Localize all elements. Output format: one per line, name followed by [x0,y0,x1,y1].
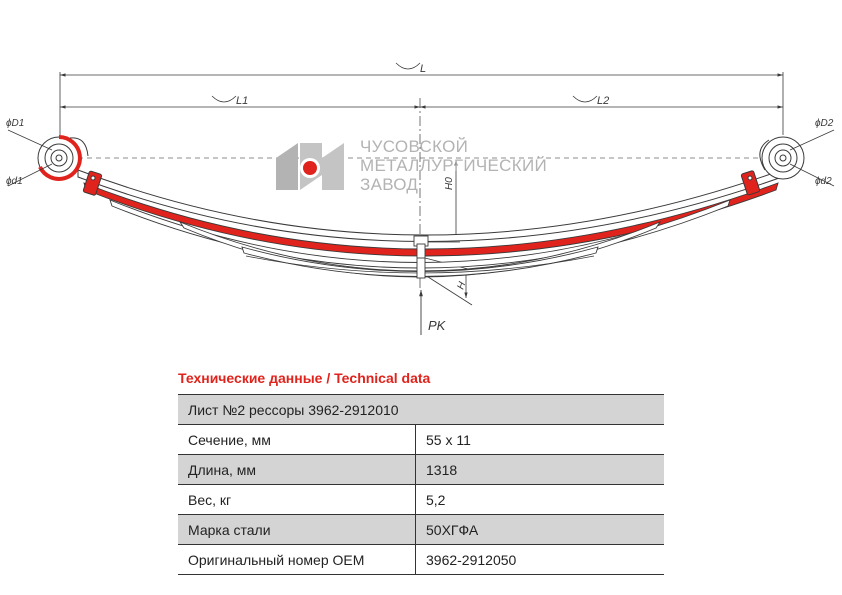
company-logo-icon [276,143,344,190]
row-label: Вес, кг [178,485,416,515]
label-L: L [420,63,427,75]
dimension-L1-L2 [60,96,783,107]
label-L1: L1 [236,95,249,107]
row-value: 50ХГФА [416,515,665,545]
label-H0: H0 [444,177,455,190]
row-label: Сечение, мм [178,425,416,455]
table-row [178,425,664,455]
row-value: 1318 [416,455,665,485]
logo-line-3: ЗАВОД [360,175,419,194]
table-header-row [178,395,664,425]
row-label: Длина, мм [178,455,416,485]
row-value: 3962-2912050 [416,545,665,575]
label-d1: ϕd1 [6,176,23,187]
row-value: 5,2 [416,485,665,515]
table-header-cell: Лист №2 рессоры 3962-2912010 [178,395,664,425]
label-d2: ϕd2 [815,176,832,187]
table-row [178,515,664,545]
technical-data-table [178,394,664,575]
table-row [178,485,664,515]
technical-data-title: Технические данные / Technical data [178,370,431,386]
company-logo-text [360,137,547,194]
row-label: Марка стали [178,515,416,545]
right-clamp [741,170,760,195]
table-row [178,455,664,485]
logo-line-2: МЕТАЛЛУРГИЧЕСКИЙ [360,156,547,175]
table-row [178,545,664,575]
right-eye [760,137,804,179]
label-D1: ϕD1 [6,118,25,129]
row-label: Оригинальный номер OEM [178,545,416,575]
label-D2: ϕD2 [815,118,834,129]
row-value: 55 x 11 [416,425,665,455]
label-L2: L2 [597,95,610,107]
logo-line-1: ЧУСОВСКОЙ [360,137,469,156]
label-H: H [455,280,469,292]
label-Pk: PK [428,318,446,333]
